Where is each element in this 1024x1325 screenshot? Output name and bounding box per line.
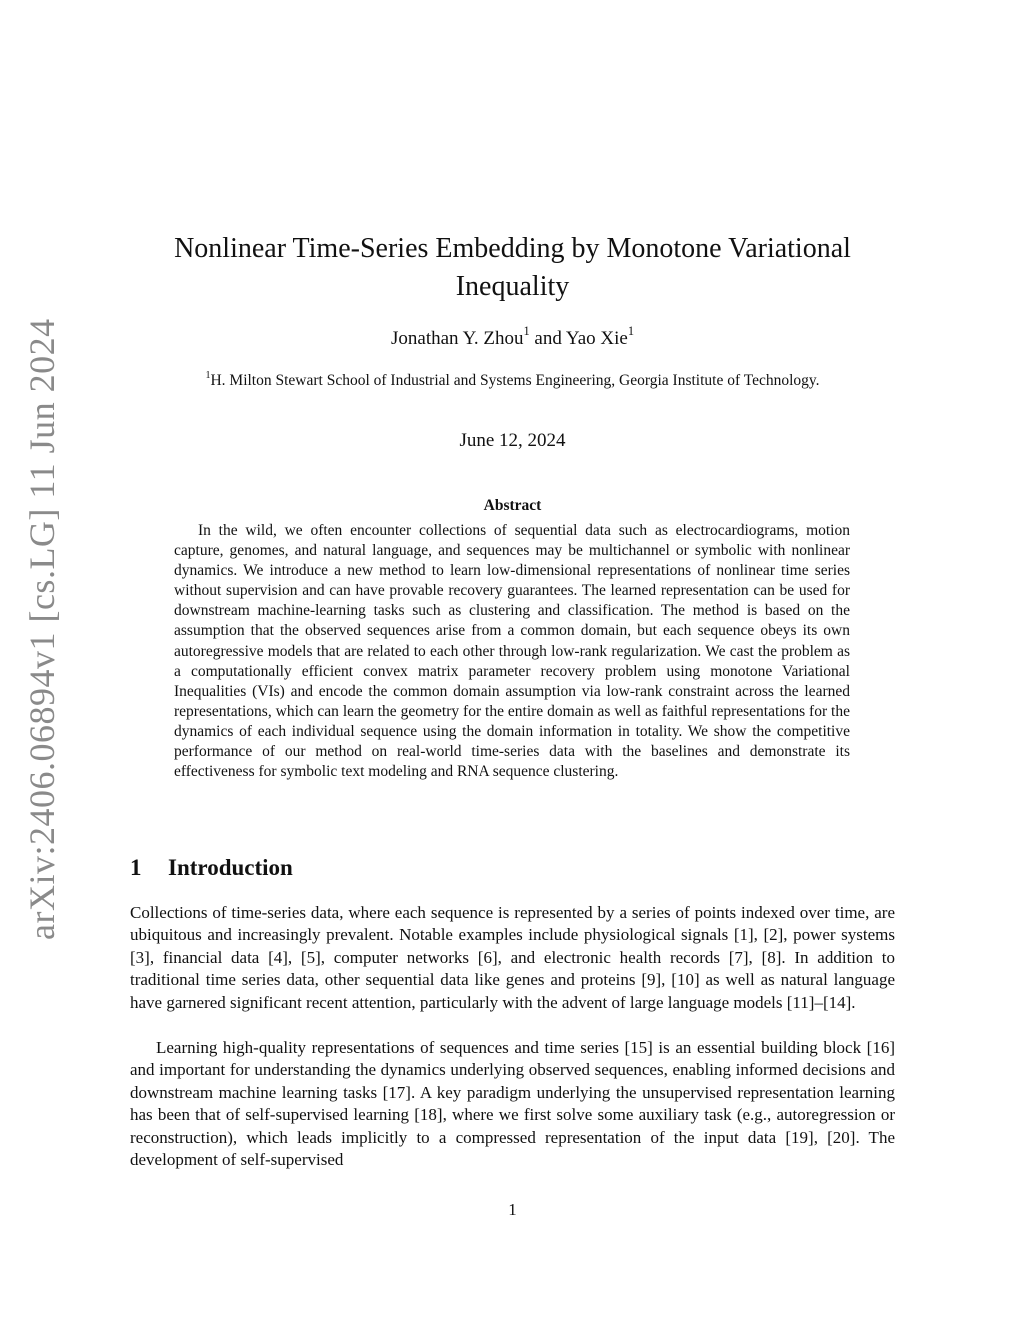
paper-title: Nonlinear Time-Series Embedding by Monotone Variational Inequality (174, 233, 851, 302)
section-title: Introduction (168, 855, 293, 880)
paper-date: June 12, 2024 (459, 430, 566, 451)
affiliation-marker: 1 (627, 324, 634, 339)
abstract-text: In the wild, we often encounter collections of sequential data such as electrocardiograms, motion capture, genomes, and natural language, and sequences may be multichannel or symbolic with nonlinear dynamics. We introduce a new method to learn low-dimensional representations of nonlinear time series without supervision and can have provable recovery guarantees. The learned representation can be used for downstream machine-learning tasks such as clustering and classification. The method is based on the assumption that the observed sequences arise from a common domain, but each sequence obeys its own autoregressive models that are related to each other through low-rank regularization. We cast the problem as a computationally efficient convex matrix parameter recovery problem using monotone Variational Inequalities (VIs) and encode the common domain assumption via low-rank constraint across the learned representations, which can learn the geometry for the entire domain as well as faithful representations for the dynamics of each individual sequence using the domain information in totality. We show the competitive performance of our method on real-world time-series data with the baselines and demonstrate its effectiveness for symbolic text modeling and RNA sequence clustering. (174, 522, 850, 781)
section-heading (130, 852, 293, 884)
author-name: Jonathan Y. Zhou (391, 328, 524, 349)
abstract-heading: Abstract (483, 497, 542, 514)
body-paragraph: Learning high-quality representations of sequences and time series [15] is an essential building block [16] and important for understanding the dynamics underlying observed sequences, enabling informed decisions and downstream machine learning tasks [17]. A key paradigm underlying the unsupervised representation learning has been that of self-supervised learning [18], where we first solve some auxiliary task (e.g., autoregression or reconstruction), which leads implicitly to a compressed representation of the input data [19], [20]. The development of self-supervised (130, 1038, 895, 1170)
affiliation-marker: 1 (523, 324, 530, 339)
page-number: 1 (508, 1200, 517, 1219)
affiliation-text: H. Milton Stewart School of Industrial and Systems Engineering, Georgia Institute of Technology. (210, 372, 820, 389)
affiliation-marker: 1 (205, 369, 211, 381)
arxiv-stamp: arXiv:2406.06894v1 [cs.LG] 11 Jun 2024 (22, 318, 62, 940)
author-line (130, 326, 895, 352)
section-number: 1 (130, 855, 142, 880)
body-paragraph: Collections of time-series data, where each sequence is represented by a series of points indexed over time, are ubiquitous and increasingly prevalent. Notable examples include physiological signals [1], [2], power systems [3], financial data [4], [5], computer networks [6], and electronic health records [7], [8]. In addition to traditional time series data, other sequential data like genes and proteins [9], [10] as well as natural language have garnered significant recent attention, particularly with the advent of large language models [11]–[14]. (130, 903, 895, 1012)
affiliation (130, 370, 895, 392)
author-name: Yao Xie (565, 328, 628, 349)
author-conjunction: and (529, 328, 566, 349)
